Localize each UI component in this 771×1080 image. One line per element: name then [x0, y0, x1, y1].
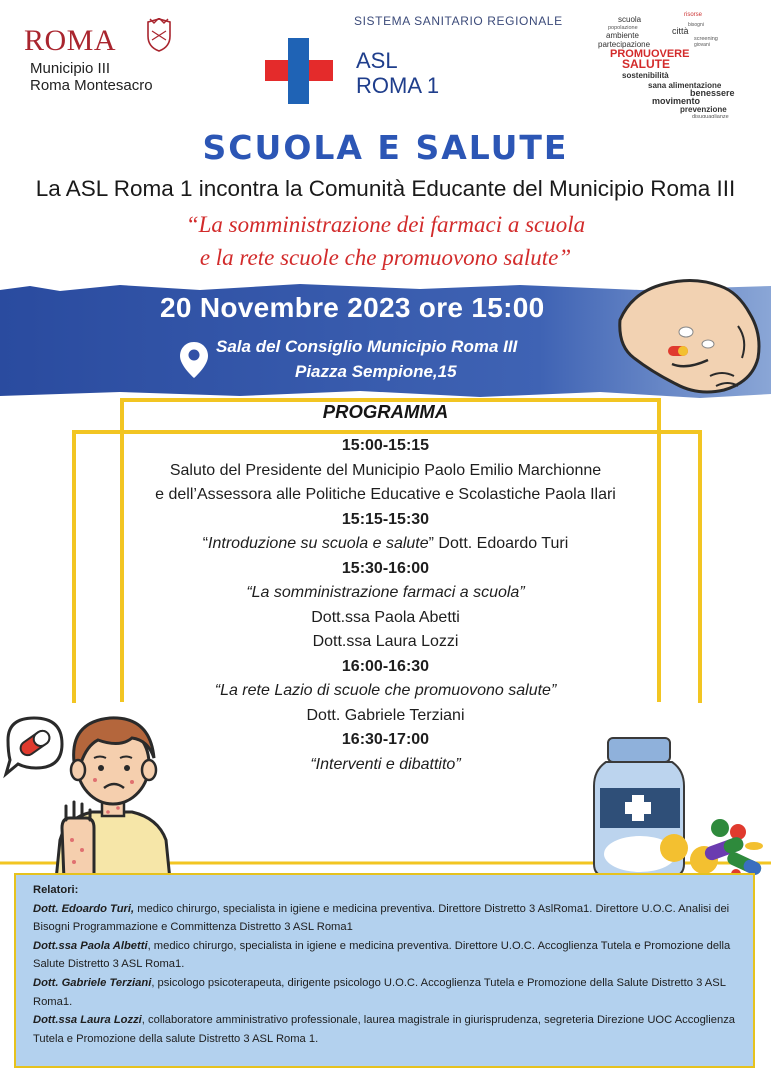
cloud-word: giovani: [694, 42, 710, 48]
event-quote-line2: e la rete scuole che promuovono salute”: [199, 245, 572, 270]
cloud-word: movimento: [652, 96, 701, 106]
asl-cross-icon: [265, 38, 333, 104]
location-pin-icon: [178, 341, 210, 379]
program-time: 16:30-17:00: [341, 731, 430, 748]
cloud-word: PROMUOVERE: [610, 48, 690, 60]
speaker-entry: [33, 974, 738, 1011]
program-item: “La somministrazione farmaci a scuola”: [246, 584, 525, 601]
speaker-name: Dott.ssa Paola Albetti: [33, 939, 148, 952]
cloud-word: sostenibilità: [622, 71, 669, 80]
word-cloud: [596, 6, 756, 118]
program-item: Dott.ssa Paola Abetti: [311, 608, 460, 626]
speaker-bio: , psicologo psicoterapeuta, dirigente psicologo U.O.C. Accoglienza Tutela e Promozione della Salute Distretto 3 ASL Roma1.: [33, 976, 726, 1008]
asl-name: [356, 48, 439, 98]
speaker-bio: , medico chirurgo, specialista in igiene e medicina preventiva. Direttore U.O.C. Accoglienza Tutela e Promozione della Salute Distretto 3 ASL Roma1.: [33, 939, 731, 971]
speaker-name: Dott.ssa Laura Lozzi: [33, 1014, 142, 1027]
cloud-word: benessere: [690, 88, 735, 98]
ssr-label: SISTEMA SANITARIO REGIONALE: [354, 14, 563, 28]
cloud-word: popolazione: [608, 25, 638, 31]
sick-boy-icon: [0, 700, 180, 880]
asl-line1: ASL: [356, 48, 398, 73]
program-title: PROGRAMMA: [322, 401, 449, 422]
event-subtitle: La ASL Roma 1 incontra la Comunità Educante del Municipio Roma III: [35, 176, 736, 201]
roma-shield-icon: [146, 18, 172, 52]
municipio-line: Municipio III: [30, 60, 111, 77]
speaker-bio: , collaboratore amministrativo professionale, laurea magistrale in giurisprudenza, segreteria Direzione UOC Accoglienza Tutela e Promozione della salute Distretto 3 ASL Roma 1.: [33, 1014, 736, 1045]
event-title: SCUOLA E SALUTE: [202, 128, 569, 167]
program-item: “Introduzione su scuola e salute” Dott. Edoardo Turi: [202, 535, 569, 552]
program-time: 15:00-15:15: [341, 437, 430, 454]
cloud-word: scuola: [618, 15, 642, 24]
program-time: 15:30-16:00: [341, 559, 430, 577]
program-time: 16:00-16:30: [341, 657, 430, 675]
location-venue: Sala del Consiglio Municipio Roma III: [216, 337, 518, 356]
cloud-word: partecipazione: [598, 40, 651, 49]
program-item: e dell’Assessora alle Politiche Educative e Scolastiche Paola Ilari: [155, 486, 616, 503]
cloud-word: ambiente: [606, 31, 639, 40]
hand-with-pills-icon: [612, 262, 770, 400]
program-time: 15:15-15:30: [341, 510, 430, 528]
speakers-heading: [33, 881, 738, 900]
cloud-word: disuguaglianze: [692, 114, 729, 118]
medicine-jar-icon: [586, 736, 766, 881]
roma-logo-text: ROMA: [24, 24, 117, 57]
cloud-word: prevenzione: [680, 105, 727, 114]
speaker-entry: [33, 900, 738, 937]
program-item: Dott. Gabriele Terziani: [306, 706, 465, 724]
program-item: Saluto del Presidente del Municipio Paolo Emilio Marchionne: [169, 461, 602, 479]
cloud-word: screening: [694, 36, 718, 42]
program-item-italic: Introduzione su scuola e salute: [208, 535, 429, 552]
speaker-bio: medico chirurgo, specialista in igiene e medicina preventiva. Direttore Distretto 3 AslRoma1. Direttore U.O.C. Analisi dei Bisogni Programmazione e Committenza Distretto 3 ASL Roma1: [33, 902, 730, 934]
municipio-label: [30, 60, 153, 94]
speakers-text: [33, 881, 738, 1048]
program-item: “La rete Lazio di scuole che promuovono salute”: [214, 682, 557, 699]
speaker-name: Dott. Gabriele Terziani: [33, 976, 152, 989]
montesacro-line: Roma Montesacro: [30, 77, 153, 94]
cloud-word: città: [672, 26, 689, 36]
program-item: Dott.ssa Laura Lozzi: [312, 633, 459, 650]
event-date: 20 Novembre 2023 ore 15:00: [160, 292, 545, 323]
asl-line2: ROMA 1: [356, 73, 440, 98]
cloud-word: bisogni: [688, 22, 704, 28]
speaker-entry: [33, 937, 738, 974]
program-item: “Interventi e dibattito”: [310, 755, 461, 773]
speakers-heading-text: Relatori:: [33, 884, 79, 896]
pill-speech-bubble-icon: [6, 718, 62, 774]
location-address: Piazza Sempione,15: [295, 362, 457, 381]
speaker-name: Dott. Edoardo Turi,: [33, 902, 135, 915]
event-quote-line1: “La somministrazione dei farmaci a scuola: [185, 212, 586, 237]
program-item-speaker: Dott. Edoardo Turi: [433, 535, 569, 552]
cloud-word: SALUTE: [622, 57, 670, 71]
speaker-entry: [33, 1011, 738, 1048]
cloud-word: risorse: [684, 12, 703, 18]
cloud-word: sana alimentazione: [648, 81, 722, 90]
